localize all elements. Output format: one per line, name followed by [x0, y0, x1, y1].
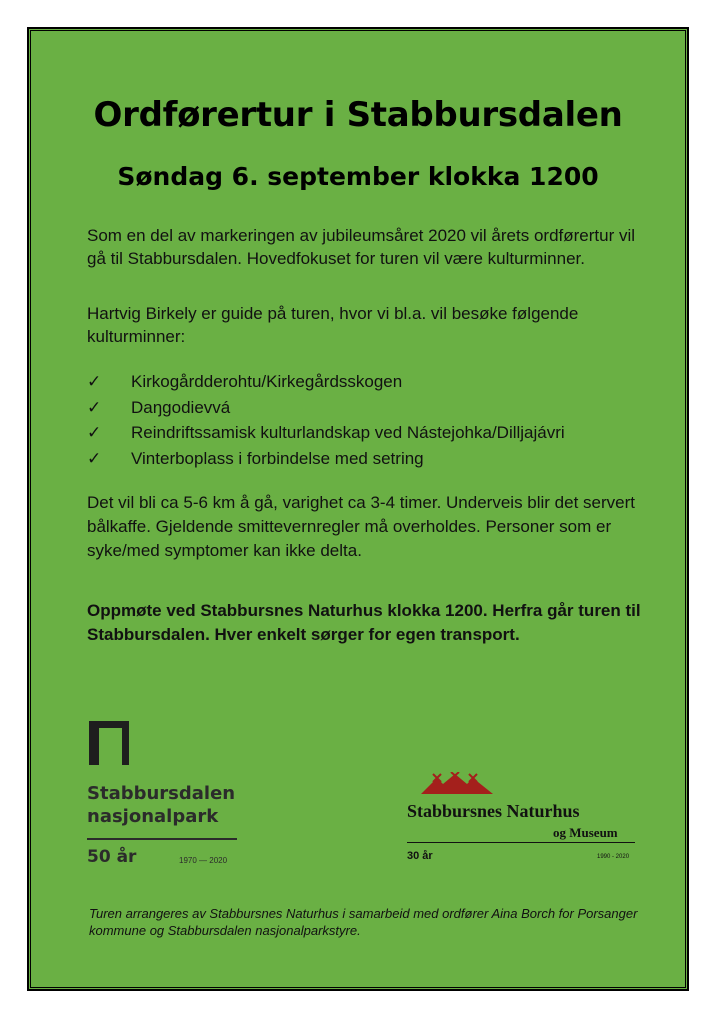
lavvu-tents-icon [421, 772, 493, 794]
museum-divider [407, 842, 635, 843]
museum-anniversary: 30 år [407, 850, 433, 862]
intro-paragraph: Som en del av markeringen av jubileumsåret 2020 vil årets ordførertur vil gå til Stabbursdalen. Hovedfokuset for turen vil være kulturminner. [87, 226, 636, 268]
museum-logo-subtitle: og Museum [553, 825, 618, 840]
checkmark-icon: ✓ [87, 372, 102, 391]
details-paragraph: Det vil bli ca 5-6 km å gå, varighet ca 3-4 timer. Underveis blir det servert bålkaffe. Gjeldende smittevernregler må overholdes. Personer som er syke/med symptomer kan ikke delta. [87, 493, 635, 560]
park-divider [87, 838, 237, 840]
checkmark-icon: ✓ [87, 397, 102, 417]
checkmark-icon: ✓ [87, 423, 102, 442]
list-item-label: Daŋgodievvá [131, 397, 231, 417]
heritage-site-list [87, 369, 667, 471]
museum-logo-name: Stabbursnes Naturhus [407, 801, 580, 821]
guide-paragraph: Hartvig Birkely er guide på turen, hvor vi bl.a. vil besøke følgende kulturminner: [87, 304, 579, 346]
list-item [87, 420, 667, 446]
list-item-label: Reindriftssamisk kulturlandskap ved Nástejohka/Dilljajávri [131, 423, 565, 442]
park-gate-icon [89, 721, 129, 765]
museum-year-range: 1990 - 2020 [597, 854, 630, 860]
park-logo-name [87, 782, 235, 828]
park-anniversary: 50 år [87, 847, 137, 867]
organizer-note: Turen arrangeres av Stabbursnes Naturhus i samarbeid med ordfører Aina Borch for Porsanger kommune og Stabbursdalen nasjonalparkstyre. [89, 906, 638, 938]
park-year-range: 1970 — 2020 [179, 856, 228, 865]
list-item [87, 446, 667, 472]
poster [28, 28, 688, 990]
list-item-label: Kirkogårdderohtu/Kirkegårdsskogen [131, 372, 403, 391]
list-item [87, 395, 667, 421]
park-name-line2: nasjonalpark [87, 806, 219, 827]
checkmark-icon: ✓ [87, 448, 102, 468]
meeting-paragraph: Oppmøte ved Stabbursnes Naturhus klokka 1200. Herfra går turen til Stabbursdalen. Hver enkelt sørger for egen transport. [87, 601, 641, 644]
list-item-label: Vinterboplass i forbindelse med setring [131, 448, 424, 468]
page-title: Ordførertur i Stabbursdalen [93, 95, 623, 135]
event-date: Søndag 6. september klokka 1200 [117, 162, 599, 191]
park-name-line1: Stabbursdalen [87, 783, 236, 804]
list-item [87, 369, 667, 395]
